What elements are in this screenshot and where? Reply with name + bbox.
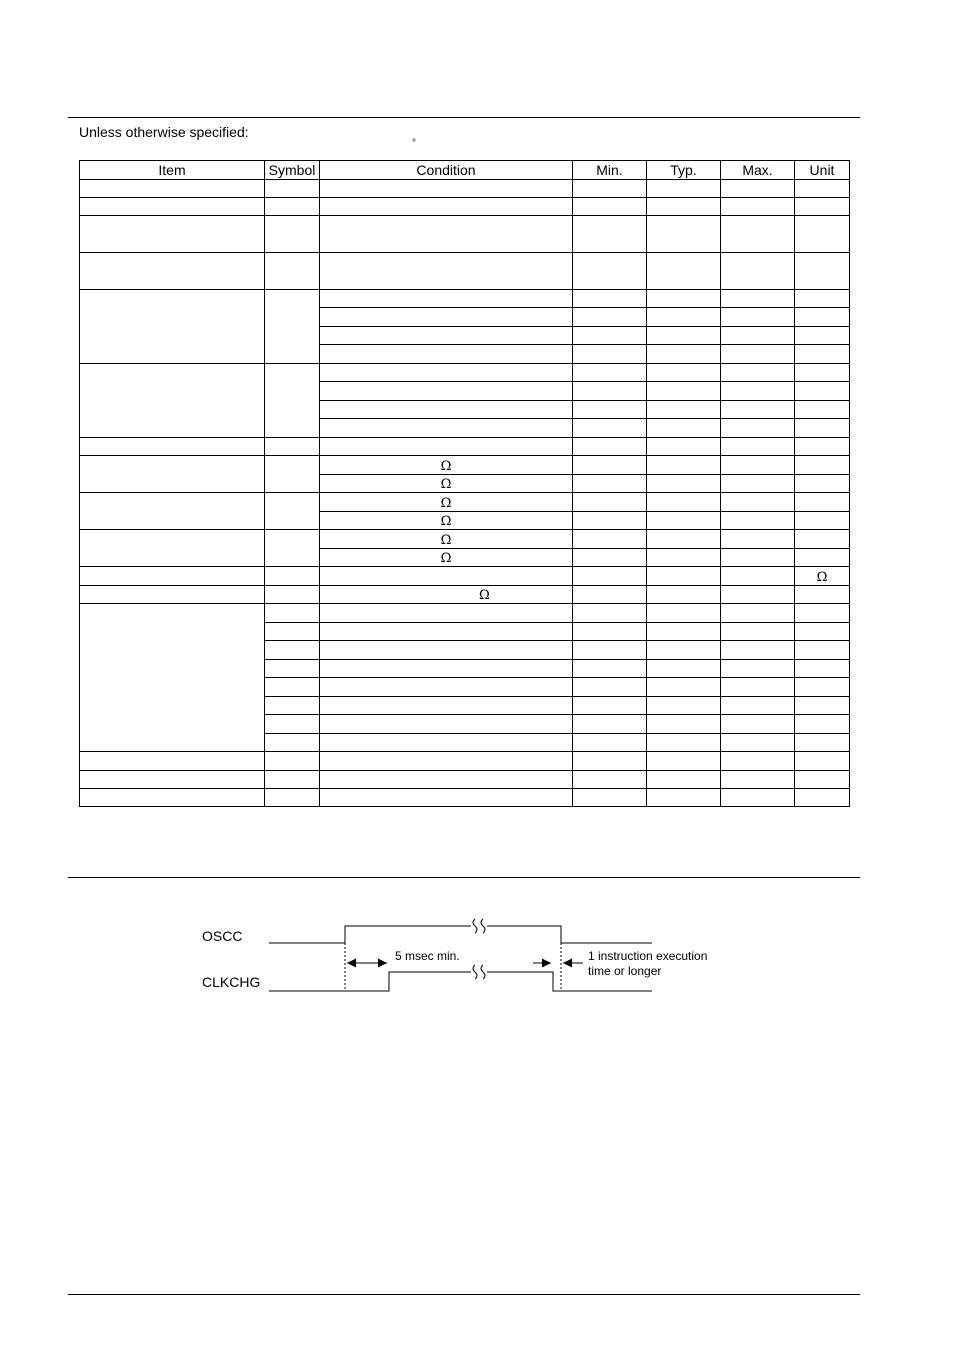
header-symbol: Symbol	[265, 161, 320, 180]
header-min: Min.	[573, 161, 647, 180]
omega-symbol: Ω	[440, 458, 452, 474]
omega-symbol: Ω	[479, 588, 490, 603]
clkchg-label: CLKCHG	[202, 974, 261, 990]
omega-symbol: Ω	[816, 569, 828, 585]
oscc-break-mark	[471, 919, 487, 933]
omega-symbol: Ω	[440, 532, 452, 548]
conditions-note: Unless otherwise specified:	[79, 124, 249, 140]
header-max: Max.	[721, 161, 795, 180]
header-unit: Unit	[795, 161, 850, 180]
min-time-label: 5 msec min.	[395, 949, 460, 963]
omega-symbol: Ω	[440, 495, 452, 511]
header-condition: Condition	[320, 161, 573, 180]
header-item: Item	[80, 161, 265, 180]
bottom-rule	[68, 1294, 860, 1295]
omega-symbol: Ω	[440, 514, 452, 529]
clkchg-break-mark	[471, 965, 487, 979]
oscc-waveform	[269, 926, 652, 943]
oscc-label: OSCC	[202, 928, 243, 944]
header-typ: Typ.	[647, 161, 721, 180]
instruction-label-line2: time or longer	[588, 964, 662, 978]
degree-symbol: °	[412, 138, 416, 149]
instruction-label-line1: 1 instruction execution	[588, 949, 708, 963]
omega-symbol: Ω	[440, 477, 452, 492]
omega-symbol: Ω	[440, 551, 452, 566]
